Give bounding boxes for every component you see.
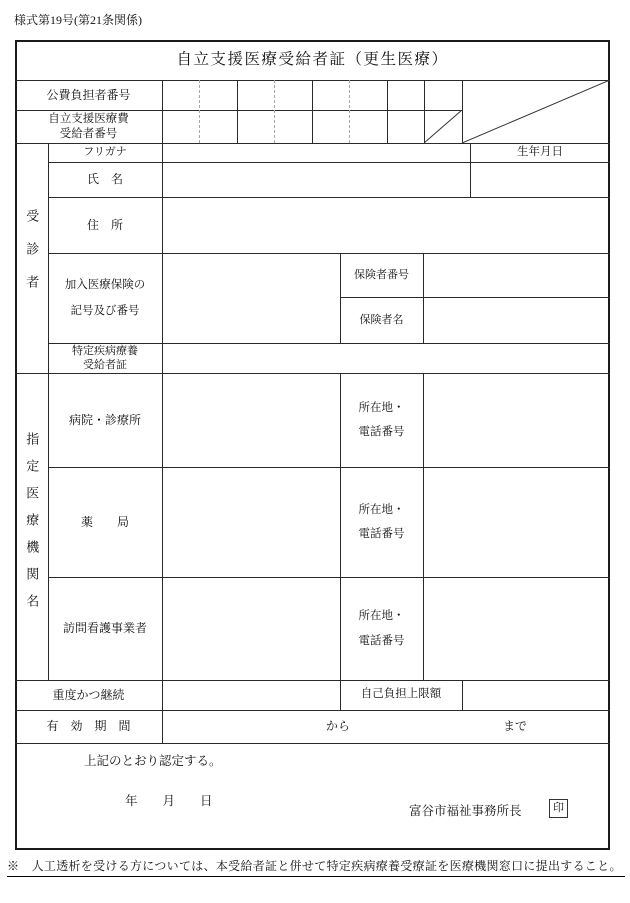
insurance-label: 加入医療保険の 記号及び番号 bbox=[64, 278, 146, 317]
grid-line bbox=[423, 373, 424, 680]
digit-cell-divider bbox=[387, 80, 388, 143]
pharmacy-label: 薬 局 bbox=[80, 514, 129, 529]
payer-number-label: 公費負担者番号 bbox=[46, 87, 131, 102]
certification-date-label: 年 月 日 bbox=[125, 794, 213, 808]
seal-box: 印 bbox=[549, 799, 568, 818]
hospital-address-phone-label: 所在地・ 電話番号 bbox=[358, 401, 405, 438]
digit-cell-divider bbox=[274, 80, 275, 143]
digit-cell-divider bbox=[237, 80, 238, 143]
validity-period-label: 有 効 期 間 bbox=[46, 719, 131, 734]
patient-section-side-label: 受診者 bbox=[24, 208, 40, 308]
address-label: 住 所 bbox=[86, 217, 123, 232]
nursing-address-phone-label: 所在地・ 電話番号 bbox=[358, 610, 405, 647]
diagonal-slash bbox=[462, 80, 610, 143]
insurer-name-label: 保険者名 bbox=[359, 313, 404, 326]
digit-cell-divider bbox=[199, 80, 200, 143]
footnote: ※ 人工透析を受ける方については、本受給者証と併せて特定疾病療養受療証を医療機関窓口に提出すること。 bbox=[7, 857, 625, 877]
pharmacy-address-phone-label: 所在地・ 電話番号 bbox=[358, 503, 405, 540]
birthdate-label: 生年月日 bbox=[517, 145, 563, 158]
digit-cell-divider bbox=[312, 80, 313, 143]
grid-line bbox=[162, 80, 163, 743]
institution-section-side-label: 指定医療機関名 bbox=[24, 432, 40, 621]
grid-line bbox=[462, 680, 463, 710]
grid-line bbox=[423, 253, 424, 343]
insurer-number-label: 保険者番号 bbox=[354, 268, 409, 281]
specified-disease-label: 特定疾病療養 受給者証 bbox=[72, 344, 138, 371]
recipient-number-label: 自立支援医療費 受給者番号 bbox=[48, 113, 129, 140]
name-label: 氏 名 bbox=[86, 172, 123, 187]
furigana-label: フリガナ bbox=[83, 146, 127, 159]
copay-limit-label: 自己負担上限額 bbox=[360, 688, 442, 701]
digit-cell-divider bbox=[349, 80, 350, 143]
validity-to-label: まで bbox=[502, 719, 528, 733]
hospital-label: 病院・診療所 bbox=[68, 412, 141, 427]
nursing-provider-label: 訪問看護事業者 bbox=[62, 621, 147, 636]
form-number-label: 様式第19号(第21条関係) bbox=[14, 13, 142, 27]
issuer-label: 富谷市福祉事務所長 bbox=[409, 804, 522, 818]
grid-line bbox=[15, 743, 610, 744]
validity-from-label: から bbox=[325, 719, 351, 733]
form-title: 自立支援医療受給者証（更生医療） bbox=[176, 50, 449, 68]
certification-statement: 上記のとおり認定する。 bbox=[84, 754, 222, 768]
diagonal-slash bbox=[424, 110, 462, 143]
severe-continuous-label: 重度かつ継続 bbox=[52, 687, 125, 702]
